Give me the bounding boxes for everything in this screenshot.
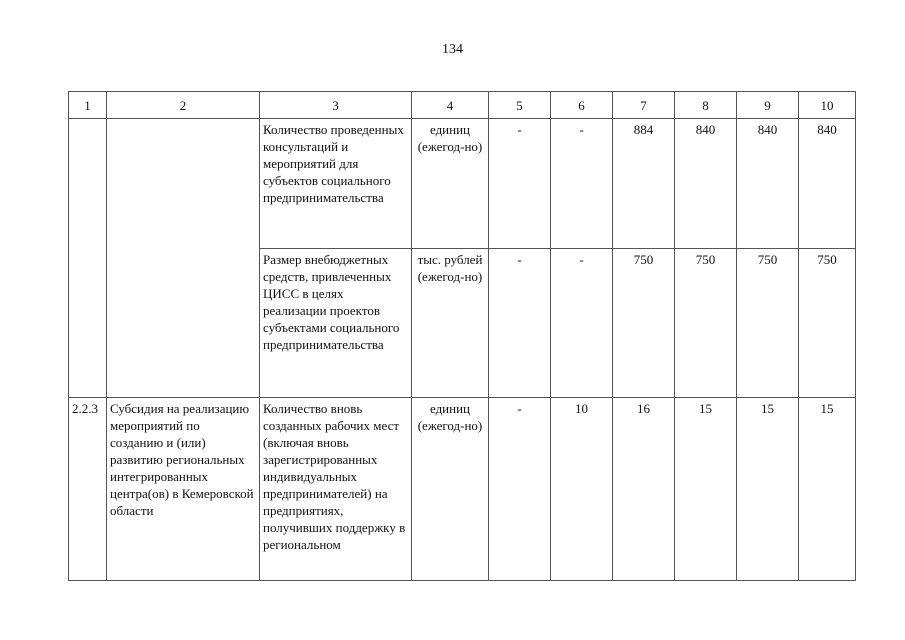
item-code-cell: 2.2.3 [69,398,107,581]
column-header: 3 [260,92,412,119]
unit-cell: единиц (ежегод-но) [412,119,489,249]
value-cell: 750 [613,249,675,398]
unit-cell: тыс. рублей (ежегод-но) [412,249,489,398]
column-header: 10 [799,92,856,119]
value-cell: - [489,398,551,581]
value-cell: 15 [675,398,737,581]
column-header: 5 [489,92,551,119]
indicator-cell: Размер внебюджетных средств, привлеченных ЦИСС в целях реализации проектов субъектами социального предпринимательства [260,249,412,398]
value-cell: 10 [551,398,613,581]
column-header: 1 [69,92,107,119]
column-header: 4 [412,92,489,119]
value-cell: - [551,119,613,249]
item-name-cell: Субсидия на реализацию мероприятий по созданию и (или) развитию региональных интегрированных центра(ов) в Кемеровской области [107,398,260,581]
item-name-cell [107,119,260,398]
value-cell: - [551,249,613,398]
value-cell: 750 [799,249,856,398]
table-row [69,119,856,249]
value-cell: - [489,249,551,398]
column-header: 8 [675,92,737,119]
item-code-cell [69,119,107,398]
column-header: 2 [107,92,260,119]
value-cell: 750 [737,249,799,398]
value-cell: 840 [737,119,799,249]
value-cell: 750 [675,249,737,398]
indicator-cell: Количество вновь созданных рабочих мест (включая вновь зарегистрированных индивидуальных предпринимателей) на предприятиях, получивших поддержку в региональном [260,398,412,581]
table-row [69,398,856,581]
column-header: 7 [613,92,675,119]
value-cell: 884 [613,119,675,249]
page-number: 134 [442,42,463,57]
value-cell: 840 [675,119,737,249]
column-header: 6 [551,92,613,119]
value-cell: - [489,119,551,249]
unit-cell: единиц (ежегод-но) [412,398,489,581]
indicators-table [68,91,856,581]
value-cell: 15 [799,398,856,581]
value-cell: 840 [799,119,856,249]
column-header: 9 [737,92,799,119]
value-cell: 16 [613,398,675,581]
table-header-row [69,92,856,119]
value-cell: 15 [737,398,799,581]
indicator-cell: Количество проведенных консультаций и мероприятий для субъектов социального предпринимательства [260,119,412,249]
